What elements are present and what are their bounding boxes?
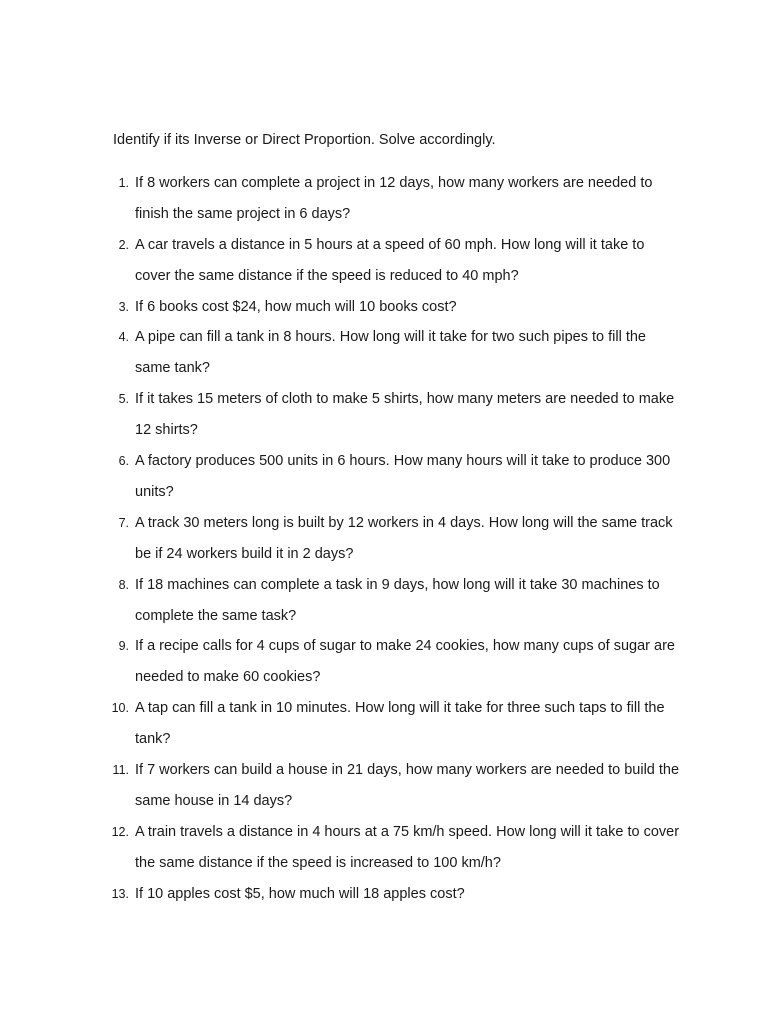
question-item [0,384,768,446]
instruction-text: Identify if its Inverse or Direct Proportion. Solve accordingly. [113,132,496,148]
question-text: A factory produces 500 units in 6 hours. How many hours will it take to produce 300 units? [135,453,671,500]
question-number: 2. [118,237,129,252]
question-item [0,693,768,755]
question-list [0,168,768,910]
question-number: 8. [118,577,129,592]
question-number: 3. [118,299,129,314]
question-text: A pipe can fill a tank in 8 hours. How long will it take for two such pipes to fill the same tank? [135,329,646,377]
question-item [0,755,768,817]
question-item [0,322,768,384]
question-item [0,230,768,292]
question-text: If 18 machines can complete a task in 9 days, how long will it take 30 machines to complete the same task? [135,576,660,624]
question-number: 11. [112,763,129,778]
question-number: 9. [118,639,129,654]
question-number: 4. [118,330,129,345]
question-text: A tap can fill a tank in 10 minutes. How long will it take for three such taps to fill the tank? [135,700,665,748]
question-text: A track 30 meters long is built by 12 workers in 4 days. How long will the same track be if 24 workers build it in 2 days? [135,514,673,562]
question-number: 5. [118,392,129,407]
question-item [0,570,768,632]
question-item [0,168,768,230]
question-item [0,879,768,910]
question-number: 10. [111,701,129,716]
question-number: 7. [118,515,129,530]
question-text: A car travels a distance in 5 hours at a speed of 60 mph. How long will it take to cover the same distance if the speed is reduced to 40 mph? [135,236,645,284]
question-item [0,508,768,570]
question-number: 6. [118,454,129,469]
question-text: If 8 workers can complete a project in 12 days, how many workers are needed to finish the same project in 6 days? [135,175,653,222]
question-item [0,292,768,323]
question-text: If 10 apples cost $5, how much will 18 apples cost? [135,885,465,902]
question-item [0,631,768,693]
question-item [0,446,768,508]
question-text: A train travels a distance in 4 hours at a 75 km/h speed. How long will it take to cover the same distance if the speed is increased to 100 km/h? [135,823,680,871]
question-text: If 7 workers can build a house in 21 days, how many workers are needed to build the same house in 14 days? [135,762,680,809]
question-text: If a recipe calls for 4 cups of sugar to make 24 cookies, how many cups of sugar are needed to make 60 cookies? [135,638,675,686]
question-item [0,817,768,879]
question-text: If it takes 15 meters of cloth to make 5 shirts, how many meters are needed to make 12 shirts? [135,391,675,439]
question-number: 13. [111,886,129,901]
question-number: 12. [111,824,129,839]
question-text: If 6 books cost $24, how much will 10 books cost? [135,298,457,315]
question-number: 1. [118,176,129,190]
